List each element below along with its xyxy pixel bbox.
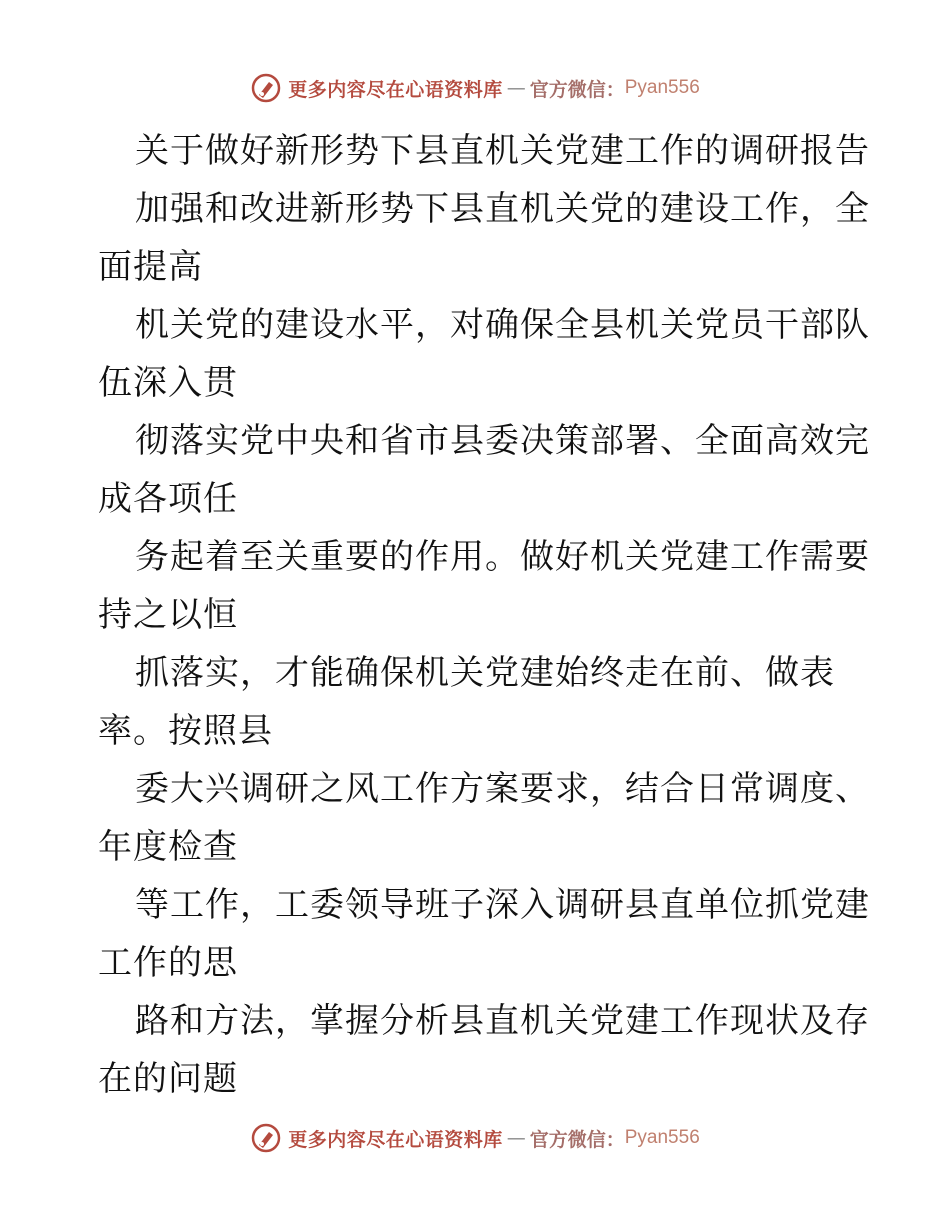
pen-nib-logo-icon — [250, 1122, 282, 1154]
paragraph-line: 路和方法，掌握分析县直机关党建工作现状及存 — [135, 1001, 870, 1041]
watermark-contact-label: 官方微信： — [529, 78, 625, 101]
paragraph-line: 加强和改进新形势下县直机关党的建设工作，全 — [135, 189, 870, 229]
paragraph-line: 年度检查 — [98, 827, 238, 867]
paragraph-line: 面提高 — [98, 247, 203, 287]
footer-watermark — [0, 1122, 950, 1154]
paragraph-line: 等工作，工委领导班子深入调研县直单位抓党建 — [135, 885, 870, 925]
document-body — [98, 122, 870, 1108]
paragraph-line: 机关党的建设水平，对确保全县机关党员干部队 — [135, 305, 870, 345]
watermark-brand: 更多内容尽在心语资料库 — [288, 78, 503, 101]
paragraph-line: 工作的思 — [98, 943, 238, 983]
paragraph-line: 在的问题 — [98, 1059, 238, 1099]
pen-nib-logo-icon — [250, 72, 282, 104]
paragraph-line: 持之以恒 — [98, 595, 238, 635]
header-watermark — [0, 72, 950, 104]
document-title: 关于做好新形势下县直机关党建工作的调研报告 — [135, 131, 870, 171]
paragraph-line: 伍深入贯 — [98, 363, 238, 403]
paragraph-line: 彻落实党中央和省市县委决策部署、全面高效完 — [135, 421, 870, 461]
paragraph-line: 委大兴调研之风工作方案要求，结合日常调度、 — [135, 769, 870, 809]
paragraph-line: 抓落实，才能确保机关党建始终走在前、做表 — [135, 653, 835, 693]
paragraph-line: 务起着至关重要的作用。做好机关党建工作需要 — [135, 537, 870, 577]
watermark-contact-id: Pyan556 — [624, 77, 700, 98]
watermark-separator: — — [506, 1127, 526, 1149]
watermark-brand: 更多内容尽在心语资料库 — [288, 1128, 503, 1151]
watermark-contact-label: 官方微信： — [529, 1128, 625, 1151]
paragraph-line: 成各项任 — [98, 479, 238, 519]
watermark-contact-id: Pyan556 — [624, 1127, 700, 1148]
watermark-separator: — — [506, 77, 526, 99]
paragraph-line: 率。按照县 — [98, 711, 273, 751]
